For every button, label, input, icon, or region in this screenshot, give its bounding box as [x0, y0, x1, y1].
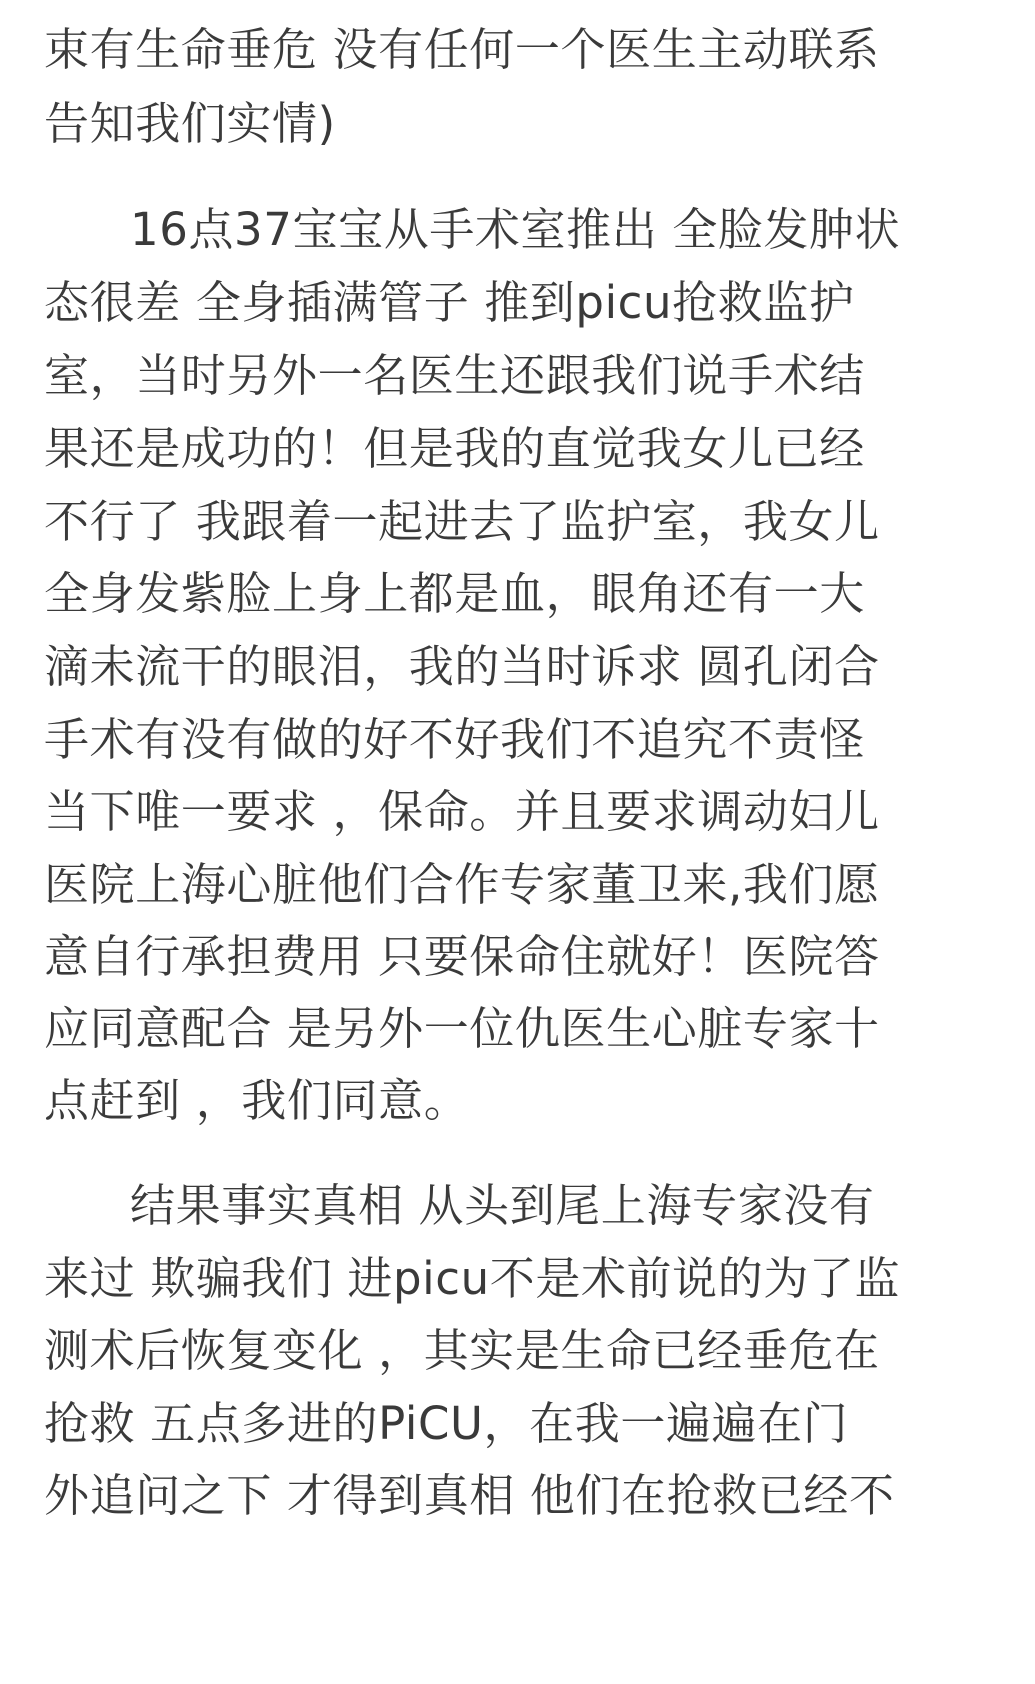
- text-line: 态很差 全身插满管子 推到picu抢救监护: [44, 276, 855, 329]
- text-line: 滴未流干的眼泪，我的当时诉求 圆孔闭合: [44, 640, 880, 693]
- text-line: 医院上海心脏他们合作专家董卫来,我们愿: [44, 858, 880, 911]
- text-line: 室，当时另外一名医生还跟我们说手术结: [44, 349, 865, 402]
- text-line: 16点37宝宝从手术室推出 全脸发肿状: [130, 203, 901, 256]
- text-line: 外追问之下 才得到真相 他们在抢救已经不: [44, 1469, 895, 1522]
- text-line: 应同意配合 是另外一位仇医生心脏专家十: [44, 1002, 880, 1055]
- text-line: 点赶到 ，我们同意。: [44, 1074, 470, 1127]
- text-line: 告知我们实情): [44, 97, 336, 150]
- text-line: 束有生命垂危 没有任何一个医生主动联系: [44, 23, 880, 76]
- text-line: 当下唯一要求 ，保命。并且要求调动妇儿: [44, 785, 880, 838]
- text-line: 手术有没有做的好不好我们不追究不责怪: [44, 713, 865, 766]
- text-line: 结果事实真相 从头到尾上海专家没有: [130, 1179, 875, 1232]
- text-line: 果还是成功的！但是我的直觉我女儿已经: [44, 422, 865, 475]
- text-line: 抢救 五点多进的PiCU，在我一遍遍在门: [44, 1397, 849, 1450]
- text-line: 全身发紫脸上身上都是血，眼角还有一大: [44, 567, 865, 620]
- text-line: 测术后恢复变化 ，其实是生命已经垂危在: [44, 1324, 880, 1377]
- text-line: 来过 欺骗我们 进picu不是术前说的为了监: [44, 1252, 901, 1305]
- page-margin: [975, 0, 1035, 1684]
- text-line: 不行了 我跟着一起进去了监护室，我女儿: [44, 495, 880, 548]
- text-line: 意自行承担费用 只要保命住就好！医院答: [44, 930, 880, 983]
